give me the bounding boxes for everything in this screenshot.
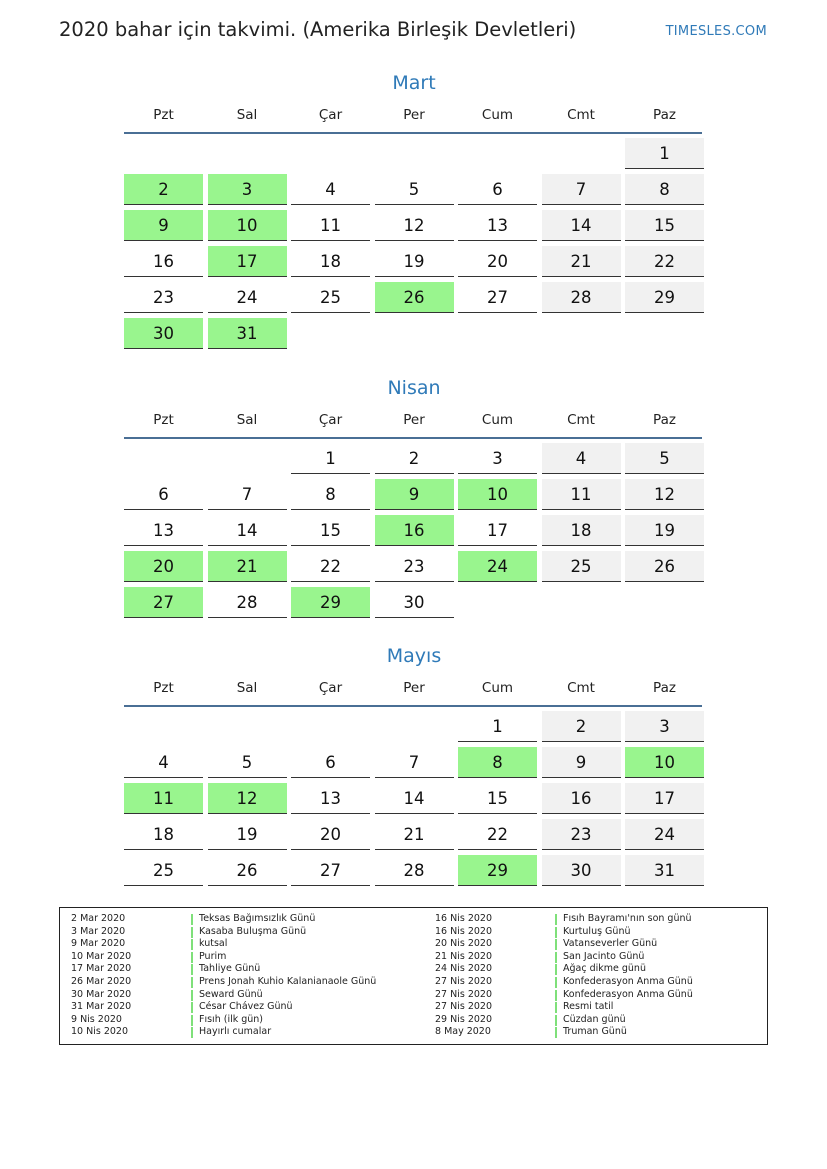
empty-day-cell — [124, 138, 203, 169]
month-name: Mart — [392, 72, 436, 94]
holiday-name: Fısıh Bayramı'nın son günü — [563, 913, 692, 924]
day-cell: 6 — [291, 747, 370, 778]
day-cell: 14 — [375, 783, 454, 814]
week-row — [124, 138, 704, 174]
holiday-entry — [71, 926, 411, 939]
day-cell: 27 — [291, 855, 370, 886]
day-cell: 30 — [375, 587, 454, 618]
week-row — [124, 515, 704, 551]
holiday-name: Resmi tatil — [563, 1001, 614, 1013]
day-cell: 20 — [458, 246, 537, 277]
holiday-marker — [191, 990, 193, 1001]
week-row — [124, 747, 704, 783]
holiday-date: 21 Nis 2020 — [435, 950, 492, 962]
weekday-label: Pzt — [153, 680, 174, 696]
day-cell: 18 — [542, 515, 621, 546]
day-cell: 11 — [291, 210, 370, 241]
day-cell: 20 — [291, 819, 370, 850]
holiday-entry — [435, 976, 765, 989]
day-cell: 14 — [542, 210, 621, 241]
empty-day-cell — [375, 318, 454, 349]
holiday-marker — [191, 977, 193, 988]
holiday-date: 10 Nis 2020 — [71, 1026, 128, 1038]
day-cell: 24 — [208, 282, 287, 313]
holiday-name: Seward Günü — [199, 988, 263, 1000]
empty-day-cell — [124, 711, 203, 742]
day-cell: 23 — [124, 282, 203, 313]
holiday-list — [59, 907, 768, 1045]
day-cell: 23 — [375, 551, 454, 582]
holiday-date: 27 Nis 2020 — [435, 988, 492, 1000]
holiday-day-cell: 3 — [208, 174, 287, 205]
holiday-name: Prens Jonah Kuhio Kalanianaole Günü — [199, 975, 377, 987]
week-row — [124, 819, 704, 855]
holiday-date: 17 Mar 2020 — [71, 963, 132, 975]
holiday-entry — [435, 1014, 765, 1027]
day-cell: 11 — [542, 479, 621, 510]
holiday-name: Ağaç dikme günü — [563, 963, 646, 975]
holiday-entry — [435, 1001, 765, 1014]
empty-day-cell — [291, 318, 370, 349]
weekday-label: Cmt — [567, 680, 595, 696]
weekday-label: Cum — [481, 680, 514, 696]
holiday-date: 26 Mar 2020 — [71, 975, 132, 987]
day-cell: 25 — [291, 282, 370, 313]
month-name: Nisan — [387, 377, 441, 399]
weekday-label: Sal — [236, 107, 258, 123]
day-cell: 31 — [625, 855, 704, 886]
holiday-date: 31 Mar 2020 — [71, 1001, 132, 1013]
day-cell: 13 — [291, 783, 370, 814]
week-row — [124, 855, 704, 891]
day-cell: 7 — [208, 479, 287, 510]
day-cell: 3 — [625, 711, 704, 742]
day-cell: 19 — [625, 515, 704, 546]
holiday-entry — [71, 1014, 411, 1027]
holiday-day-cell: 9 — [375, 479, 454, 510]
holiday-marker — [191, 927, 193, 938]
holiday-date: 24 Nis 2020 — [435, 963, 492, 975]
holiday-marker — [191, 1002, 193, 1013]
empty-day-cell — [458, 587, 537, 618]
day-cell: 15 — [458, 783, 537, 814]
day-cell: 13 — [458, 210, 537, 241]
day-cell: 22 — [625, 246, 704, 277]
day-cell: 14 — [208, 515, 287, 546]
holiday-day-cell: 10 — [208, 210, 287, 241]
holiday-entry — [71, 951, 411, 964]
day-cell: 23 — [542, 819, 621, 850]
holiday-name: kutsal — [199, 938, 228, 950]
holiday-day-cell: 29 — [291, 587, 370, 618]
weekday-header — [124, 410, 704, 430]
holiday-day-cell: 17 — [208, 246, 287, 277]
weekday-label: Per — [403, 107, 425, 123]
holiday-entry — [71, 1001, 411, 1014]
holiday-marker — [555, 952, 557, 963]
day-cell: 5 — [375, 174, 454, 205]
day-cell: 24 — [625, 819, 704, 850]
empty-day-cell — [542, 138, 621, 169]
day-cell: 1 — [291, 443, 370, 474]
holiday-date: 9 Nis 2020 — [71, 1013, 122, 1025]
holiday-date: 16 Nis 2020 — [435, 913, 492, 924]
holiday-entry — [435, 963, 765, 976]
holiday-day-cell: 26 — [375, 282, 454, 313]
weekday-label: Sal — [236, 680, 258, 696]
day-grid — [124, 443, 704, 623]
month-calendar — [124, 643, 704, 891]
holiday-marker — [555, 927, 557, 938]
holiday-day-cell: 29 — [458, 855, 537, 886]
week-row — [124, 318, 704, 354]
day-cell: 12 — [375, 210, 454, 241]
day-cell: 22 — [458, 819, 537, 850]
day-cell: 19 — [208, 819, 287, 850]
holiday-name: Fısıh (ilk gün) — [199, 1013, 264, 1025]
holiday-name: San Jacinto Günü — [563, 950, 645, 962]
day-cell: 28 — [375, 855, 454, 886]
day-cell: 17 — [458, 515, 537, 546]
day-cell: 5 — [208, 747, 287, 778]
holiday-entry — [71, 963, 411, 976]
holiday-date: 8 May 2020 — [435, 1026, 491, 1038]
day-cell: 8 — [291, 479, 370, 510]
day-cell: 26 — [208, 855, 287, 886]
holiday-name: Kasaba Buluşma Günü — [199, 925, 307, 937]
week-row — [124, 711, 704, 747]
holiday-entry — [71, 1026, 411, 1039]
week-row — [124, 587, 704, 623]
holiday-entry — [71, 976, 411, 989]
week-row — [124, 551, 704, 587]
holiday-marker — [555, 990, 557, 1001]
holiday-marker — [555, 1015, 557, 1026]
day-cell: 9 — [542, 747, 621, 778]
weekday-label: Paz — [653, 107, 676, 123]
holiday-entry — [435, 1026, 765, 1039]
day-cell: 17 — [625, 783, 704, 814]
holiday-name: Kurtuluş Günü — [563, 925, 631, 937]
holiday-day-cell: 31 — [208, 318, 287, 349]
month-calendar — [124, 70, 704, 354]
holiday-entry — [71, 913, 411, 926]
day-cell: 13 — [124, 515, 203, 546]
holiday-date: 9 Mar 2020 — [71, 938, 126, 950]
day-cell: 18 — [291, 246, 370, 277]
day-cell: 16 — [124, 246, 203, 277]
day-cell: 1 — [458, 711, 537, 742]
day-cell: 29 — [625, 282, 704, 313]
day-cell: 16 — [542, 783, 621, 814]
weekday-header — [124, 678, 704, 698]
holiday-marker — [191, 1015, 193, 1026]
month-calendar — [124, 375, 704, 623]
holiday-name: Konfederasyon Anma Günü — [563, 988, 693, 1000]
holiday-marker — [191, 1027, 193, 1038]
weekday-label: Çar — [318, 680, 343, 696]
holiday-day-cell: 27 — [124, 587, 203, 618]
weekday-label: Cmt — [567, 412, 595, 428]
empty-day-cell — [291, 711, 370, 742]
day-cell: 25 — [124, 855, 203, 886]
holiday-day-cell: 10 — [458, 479, 537, 510]
holiday-marker — [555, 1002, 557, 1013]
brand-link[interactable]: TIMESLES.COM — [665, 24, 767, 39]
holiday-date: 30 Mar 2020 — [71, 988, 132, 1000]
empty-day-cell — [542, 318, 621, 349]
header-rule — [124, 705, 702, 707]
holiday-entry — [71, 938, 411, 951]
empty-day-cell — [124, 443, 203, 474]
holiday-day-cell: 10 — [625, 747, 704, 778]
page-title: 2020 bahar için takvimi. (Amerika Birleşik Devletleri) — [59, 18, 577, 41]
weekday-label: Çar — [318, 412, 343, 428]
empty-day-cell — [208, 443, 287, 474]
empty-day-cell — [542, 587, 621, 618]
weekday-label: Per — [403, 680, 425, 696]
day-cell: 7 — [542, 174, 621, 205]
holiday-name: Teksas Bağımsızlık Günü — [199, 913, 316, 924]
weekday-label: Cum — [481, 107, 514, 123]
day-cell: 15 — [625, 210, 704, 241]
week-row — [124, 246, 704, 282]
holiday-name: César Chávez Günü — [199, 1001, 293, 1013]
weekday-label: Per — [403, 412, 425, 428]
day-cell: 4 — [124, 747, 203, 778]
week-row — [124, 479, 704, 515]
holiday-day-cell: 21 — [208, 551, 287, 582]
day-cell: 6 — [124, 479, 203, 510]
month-name: Mayıs — [386, 645, 442, 667]
holiday-name: Konfederasyon Anma Günü — [563, 975, 693, 987]
day-cell: 27 — [458, 282, 537, 313]
day-cell: 19 — [375, 246, 454, 277]
day-cell: 8 — [625, 174, 704, 205]
day-cell: 5 — [625, 443, 704, 474]
holiday-entry — [435, 913, 765, 926]
header-rule — [124, 437, 702, 439]
holiday-entry — [435, 926, 765, 939]
holiday-day-cell: 24 — [458, 551, 537, 582]
empty-day-cell — [208, 711, 287, 742]
day-cell: 7 — [375, 747, 454, 778]
week-row — [124, 210, 704, 246]
holiday-day-cell: 12 — [208, 783, 287, 814]
holiday-day-cell: 16 — [375, 515, 454, 546]
holiday-name: Tahliye Günü — [199, 963, 261, 975]
empty-day-cell — [625, 587, 704, 618]
holiday-date: 20 Nis 2020 — [435, 938, 492, 950]
holiday-name: Purim — [199, 950, 227, 962]
header-rule — [124, 132, 702, 134]
empty-day-cell — [375, 138, 454, 169]
week-row — [124, 174, 704, 210]
weekday-label: Paz — [653, 412, 676, 428]
day-cell: 15 — [291, 515, 370, 546]
empty-day-cell — [375, 711, 454, 742]
empty-day-cell — [625, 318, 704, 349]
day-cell: 18 — [124, 819, 203, 850]
weekday-label: Pzt — [153, 412, 174, 428]
week-row — [124, 282, 704, 318]
holiday-day-cell: 2 — [124, 174, 203, 205]
day-cell: 3 — [458, 443, 537, 474]
day-cell: 6 — [458, 174, 537, 205]
holiday-name: Truman Günü — [563, 1026, 627, 1038]
holiday-marker — [191, 952, 193, 963]
day-cell: 4 — [542, 443, 621, 474]
holiday-day-cell: 30 — [124, 318, 203, 349]
weekday-label: Pzt — [153, 107, 174, 123]
holiday-entry — [71, 989, 411, 1002]
holiday-name: Cüzdan günü — [563, 1013, 626, 1025]
day-grid — [124, 138, 704, 354]
holiday-list-right-column — [435, 913, 765, 1039]
day-grid — [124, 711, 704, 891]
holiday-marker — [555, 914, 557, 925]
day-cell: 2 — [542, 711, 621, 742]
holiday-marker — [555, 939, 557, 950]
holiday-name: Vatanseverler Günü — [563, 938, 658, 950]
day-cell: 4 — [291, 174, 370, 205]
empty-day-cell — [458, 318, 537, 349]
empty-day-cell — [458, 138, 537, 169]
day-cell: 26 — [625, 551, 704, 582]
day-cell: 2 — [375, 443, 454, 474]
holiday-day-cell: 11 — [124, 783, 203, 814]
empty-day-cell — [208, 138, 287, 169]
holiday-date: 16 Nis 2020 — [435, 925, 492, 937]
day-cell: 21 — [542, 246, 621, 277]
holiday-marker — [191, 964, 193, 975]
week-row — [124, 443, 704, 479]
weekday-header — [124, 105, 704, 125]
holiday-marker — [555, 977, 557, 988]
weekday-label: Cum — [481, 412, 514, 428]
day-cell: 28 — [208, 587, 287, 618]
holiday-marker — [191, 914, 193, 925]
holiday-marker — [555, 1027, 557, 1038]
holiday-day-cell: 20 — [124, 551, 203, 582]
day-cell: 1 — [625, 138, 704, 169]
day-cell: 22 — [291, 551, 370, 582]
day-cell: 25 — [542, 551, 621, 582]
empty-day-cell — [291, 138, 370, 169]
holiday-date: 2 Mar 2020 — [71, 913, 126, 924]
holiday-day-cell: 9 — [124, 210, 203, 241]
day-cell: 12 — [625, 479, 704, 510]
holiday-marker — [191, 939, 193, 950]
week-row — [124, 783, 704, 819]
day-cell: 21 — [375, 819, 454, 850]
day-cell: 28 — [542, 282, 621, 313]
holiday-entry — [435, 989, 765, 1002]
day-cell: 30 — [542, 855, 621, 886]
weekday-label: Cmt — [567, 107, 595, 123]
holiday-name: Hayırlı cumalar — [199, 1026, 272, 1038]
holiday-date: 3 Mar 2020 — [71, 925, 126, 937]
holiday-list-left-column — [71, 913, 411, 1039]
holiday-date: 10 Mar 2020 — [71, 950, 132, 962]
weekday-label: Paz — [653, 680, 676, 696]
holiday-entry — [435, 951, 765, 964]
holiday-date: 27 Nis 2020 — [435, 975, 492, 987]
weekday-label: Çar — [318, 107, 343, 123]
holiday-date: 29 Nis 2020 — [435, 1013, 492, 1025]
holiday-entry — [435, 938, 765, 951]
holiday-date: 27 Nis 2020 — [435, 1001, 492, 1013]
holiday-marker — [555, 964, 557, 975]
holiday-day-cell: 8 — [458, 747, 537, 778]
weekday-label: Sal — [236, 412, 258, 428]
